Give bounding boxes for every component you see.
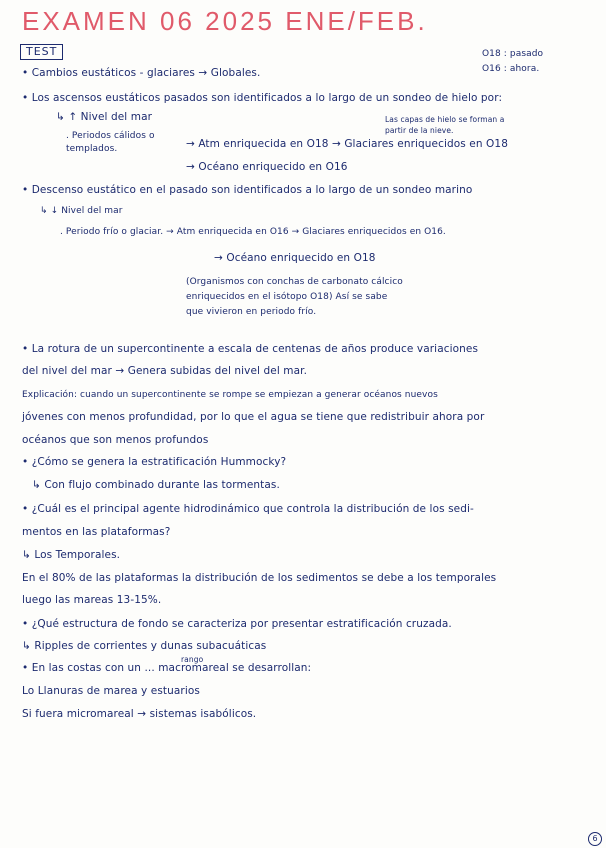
note-line: mentos en las plataformas? [22,526,171,538]
note-line: que vivieron en periodo frío. [186,307,317,317]
note-line: del nivel del mar → Genera subidas del nivel del mar. [22,365,308,377]
note-line: océanos que son menos profundos [22,434,209,446]
margin-note: rango [181,655,204,664]
note-line: • En las costas con un ... macromareal se desarrollan: [22,662,312,674]
note-line: ↳ Los Temporales. [22,549,121,561]
page-title: EXAMEN 06 2025 ENE/FEB. [22,6,428,36]
note-line: . Periodo frío o glaciar. → Atm enriquecida en O16 → Glaciares enriquecidos en O16. [60,227,446,237]
note-line: ↳ ↓ Nivel del mar [40,206,123,216]
note-line: → Atm enriquecida en O18 → Glaciares enriquecidos en O18 [186,138,508,150]
note-line: luego las mareas 13-15%. [22,594,162,606]
page-number: 6 [588,832,602,846]
note-line: ↳ ↑ Nivel del mar [56,111,153,123]
note-line: enriquecidos en el isótopo O18) Así se sabe [186,292,388,302]
section-label: TEST [20,44,63,60]
note-line: . Periodos cálidos o templados. [66,131,155,154]
note-line: En el 80% de las plataformas la distribución de los sedimentos se debe a los temporales [22,572,497,584]
note-line: (Organismos con conchas de carbonato cálcico [186,277,403,287]
side-note-past: O18 : pasado [482,49,544,59]
margin-note: Las capas de hielo se forman a partir de la nieve. [385,115,505,135]
note-line: Explicación: cuando un supercontinente se rompe se empiezan a generar océanos nuevos [22,390,438,400]
note-line: • Descenso eustático en el pasado son identificados a lo largo de un sondeo marino [22,184,473,196]
note-line: ↳ Con flujo combinado durante las tormentas. [32,479,280,491]
note-line: jóvenes con menos profundidad, por lo que el agua se tiene que redistribuir ahora por [22,411,485,423]
note-line: ↳ Ripples de corrientes y dunas subacuáticas [22,640,267,652]
note-line: → Océano enriquecido en O18 [214,252,376,264]
note-line: • Los ascensos eustáticos pasados son identificados a lo largo de un sondeo de hielo por: [22,92,503,104]
note-line: Si fuera micromareal → sistemas isabólicos. [22,708,257,720]
note-line: • La rotura de un supercontinente a escala de centenas de años produce variaciones [22,343,479,355]
side-note-now: O16 : ahora. [482,64,540,74]
note-line: • ¿Cómo se genera la estratificación Hummocky? [22,456,287,468]
note-line: • ¿Cuál es el principal agente hidrodinámico que controla la distribución de los sedi- [22,503,474,515]
note-line: → Océano enriquecido en O16 [186,161,348,173]
note-line: • Cambios eustáticos - glaciares → Globales. [22,67,261,79]
note-line: • ¿Qué estructura de fondo se caracteriza por presentar estratificación cruzada. [22,618,452,630]
note-line: Lo Llanuras de marea y estuarios [22,685,200,697]
